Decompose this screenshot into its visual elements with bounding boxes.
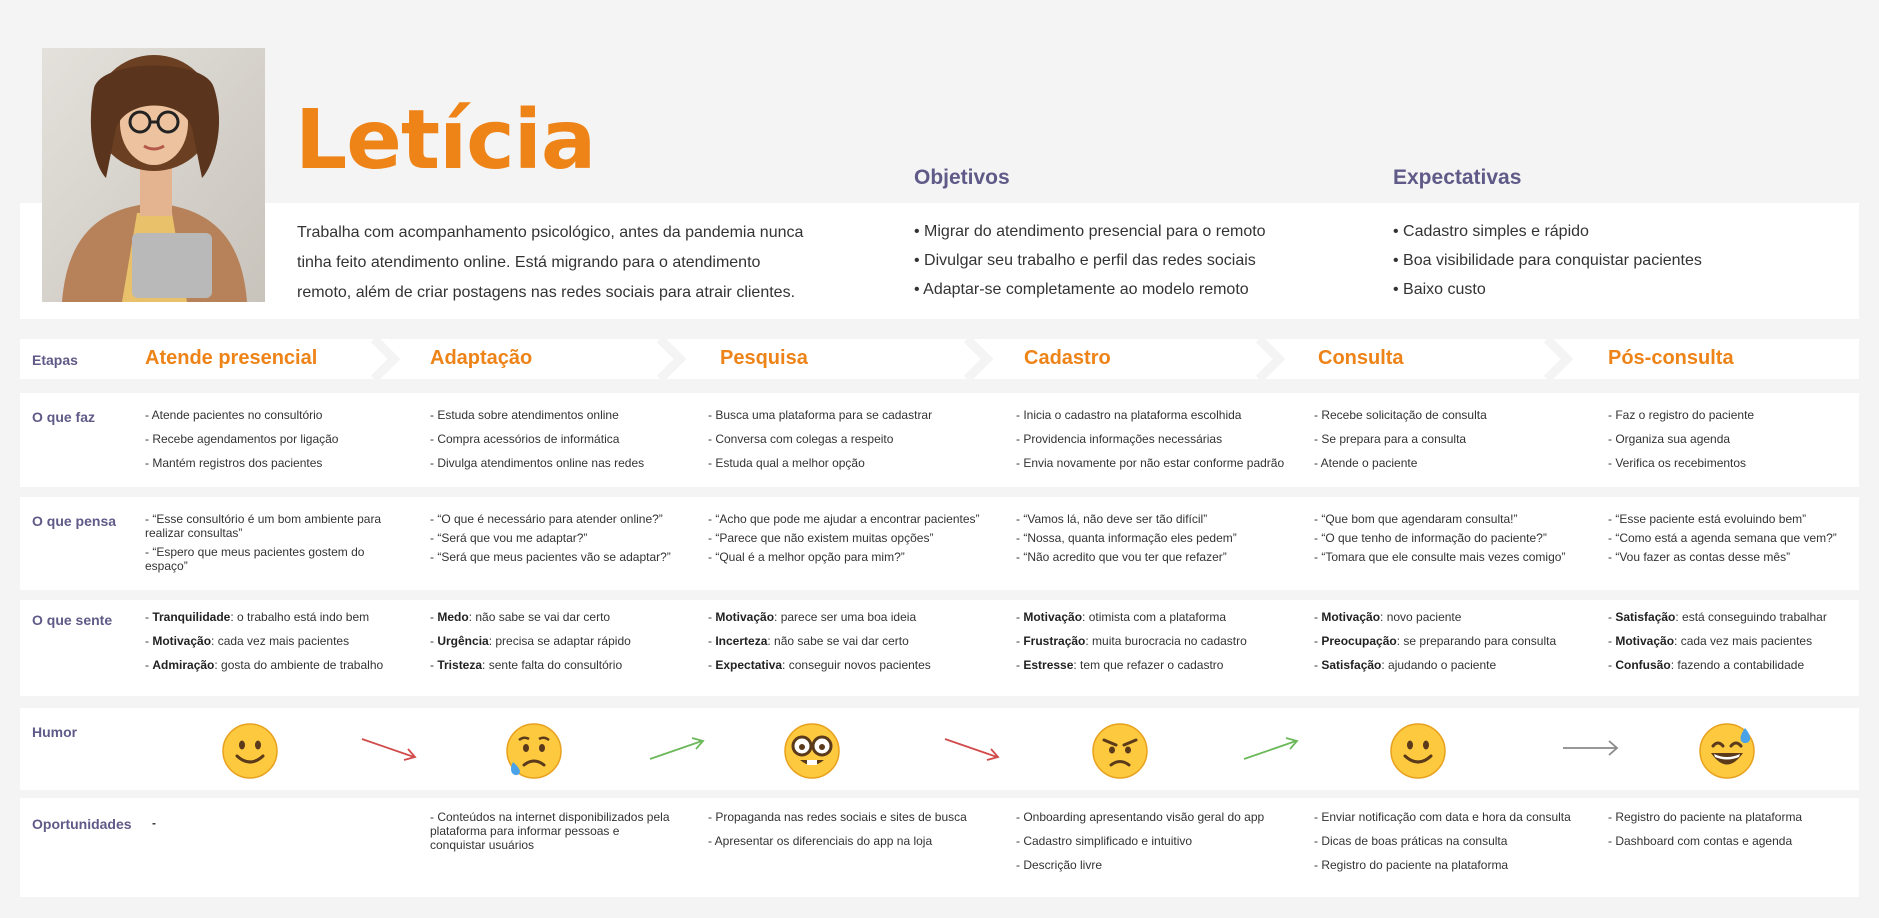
feeling-label: Incerteza xyxy=(715,634,768,648)
list-item: - Motivação: parece ser uma boa ideia xyxy=(708,610,917,624)
feeling-label: Tranquilidade xyxy=(152,610,231,624)
objective-item: • Divulgar seu trabalho e perfil das redes sociais xyxy=(914,252,1256,269)
list-item: - Recebe agendamentos por ligação xyxy=(145,432,339,446)
cell-pensa-5 xyxy=(1608,507,1858,569)
feeling-label: Preocupação xyxy=(1321,634,1397,648)
list-item: - “Esse consultório é um bom ambiente para realizar consultas” xyxy=(145,512,382,540)
feeling-label: Confusão xyxy=(1615,658,1671,672)
cell-pensa-3 xyxy=(1016,507,1316,569)
list-item: - “Vou fazer as contas desse mês” xyxy=(1608,550,1791,564)
feeling-text: : parece ser uma boa ideia xyxy=(774,610,917,624)
smile-face-icon xyxy=(1389,722,1447,780)
list-item: - Medo: não sabe se vai dar certo xyxy=(430,610,611,624)
list-item: - Registro do paciente na plataforma xyxy=(1314,858,1509,872)
cell-pensa-1 xyxy=(430,507,700,569)
list-item: - Urgência: precisa se adaptar rápido xyxy=(430,634,631,648)
feeling-label: Satisfação xyxy=(1615,610,1676,624)
list-item: - Confusão: fazendo a contabilidade xyxy=(1608,658,1805,672)
list-item: - Se prepara para a consulta xyxy=(1314,432,1467,446)
cell-sente-3 xyxy=(1016,605,1316,677)
cell-sente-2 xyxy=(708,605,1008,677)
list-item: - “Que bom que agendaram consulta!” xyxy=(1314,512,1518,526)
expectation-item: • Baixo custo xyxy=(1393,281,1486,298)
feeling-label: Motivação xyxy=(1023,610,1083,624)
objective-item: • Migrar do atendimento presencial para o remoto xyxy=(914,223,1266,240)
cell-faz-5 xyxy=(1608,403,1853,475)
list-item: - “Esse paciente está evoluindo bem” xyxy=(1608,512,1807,526)
list-item: - “Não acredito que vou ter que refazer” xyxy=(1016,550,1227,564)
feeling-text: : conseguir novos pacientes xyxy=(782,658,931,672)
list-item: - Motivação: otimista com a plataforma xyxy=(1016,610,1227,624)
list-item: - Cadastro simplificado e intuitivo xyxy=(1016,834,1193,848)
arrow-down-right-icon xyxy=(943,733,1003,763)
cell-oportunidades-4 xyxy=(1314,805,1604,877)
list-item: - Apresentar os diferenciais do app na loja xyxy=(708,834,933,848)
list-item: - Providencia informações necessárias xyxy=(1016,432,1223,446)
list-item: - “Nossa, quanta informação eles pedem” xyxy=(1016,531,1237,545)
list-item: - Satisfação: ajudando o paciente xyxy=(1314,658,1497,672)
feeling-text: : novo paciente xyxy=(1380,610,1462,624)
feeling-label: Tristeza xyxy=(437,658,483,672)
expectation-item: • Boa visibilidade para conquistar pacientes xyxy=(1393,252,1702,269)
feeling-label: Urgência xyxy=(437,634,489,648)
feeling-label: Motivação xyxy=(152,634,212,648)
cell-oportunidades-2 xyxy=(708,805,1008,853)
feeling-label: Motivação xyxy=(1615,634,1675,648)
list-item: - Registro do paciente na plataforma xyxy=(1608,810,1803,824)
angry-face-icon xyxy=(1091,722,1149,780)
cell-faz-0 xyxy=(145,403,410,475)
list-item: - Tristeza: sente falta do consultório xyxy=(430,658,623,672)
list-item: - Motivação: novo paciente xyxy=(1314,610,1462,624)
list-item: - Mantém registros dos pacientes xyxy=(145,456,323,470)
cell-faz-1 xyxy=(430,403,700,475)
cell-oportunidades-5 xyxy=(1608,805,1858,853)
list-item: - “Parece que não existem muitas opções” xyxy=(708,531,934,545)
row-label-sente: O que sente xyxy=(32,612,113,628)
list-item: - Motivação: cada vez mais pacientes xyxy=(145,634,350,648)
list-item: - Satisfação: está conseguindo trabalhar xyxy=(1608,610,1827,624)
cell-oportunidades-3 xyxy=(1016,805,1316,877)
feeling-text: : muita burocracia no cadastro xyxy=(1085,634,1247,648)
list-item: - Frustração: muita burocracia no cadastro xyxy=(1016,634,1247,648)
cell-oportunidades-0 xyxy=(152,811,212,835)
objective-item: • Adaptar-se completamente ao modelo remoto xyxy=(914,281,1249,298)
persona-bio: Trabalha com acompanhamento psicológico, antes da pandemia nunca tinha feito atendimento online. Está migrando para o atendimento remoto, além de criar postagens nas redes sociais para atrair clientes. xyxy=(297,224,804,301)
list-item: - Enviar notificação com data e hora da consulta xyxy=(1314,810,1571,824)
sad-sweat-face-icon xyxy=(505,722,563,780)
stage-name-consulta: Consulta xyxy=(1318,347,1404,369)
grin-sweat-face-icon xyxy=(1698,722,1756,780)
list-item: - Tranquilidade: o trabalho está indo bem xyxy=(145,610,370,624)
list-item: - Faz o registro do paciente xyxy=(1608,408,1755,422)
cell-faz-4 xyxy=(1314,403,1604,475)
feeling-label: Satisfação xyxy=(1321,658,1382,672)
feeling-text: : cada vez mais pacientes xyxy=(211,634,350,648)
row-label-faz: O que faz xyxy=(32,409,96,425)
list-item: - Dicas de boas práticas na consulta xyxy=(1314,834,1508,848)
feeling-text: : cada vez mais pacientes xyxy=(1674,634,1813,648)
list-item: - “Espero que meus pacientes gostem do espaço” xyxy=(145,545,365,573)
list-item: - Estresse: tem que refazer o cadastro xyxy=(1016,658,1224,672)
expectations-title: Expectativas xyxy=(1393,166,1522,189)
arrow-down-right-icon xyxy=(360,733,420,763)
nerd-face-icon xyxy=(783,722,841,780)
feeling-label: Estresse xyxy=(1023,658,1074,672)
feeling-label: Medo xyxy=(437,610,469,624)
list-item: - Compra acessórios de informática xyxy=(430,432,620,446)
persona-photo xyxy=(42,48,265,302)
cell-pensa-4 xyxy=(1314,507,1604,569)
list-item: - Expectativa: conseguir novos pacientes xyxy=(708,658,931,672)
feeling-text: : se preparando para consulta xyxy=(1396,634,1557,648)
list-item: - Estuda qual a melhor opção xyxy=(708,456,865,470)
feeling-text: : o trabalho está indo bem xyxy=(230,610,370,624)
list-item: - Propaganda nas redes sociais e sites de busca xyxy=(708,810,967,824)
stage-name-cadastro: Cadastro xyxy=(1024,347,1111,369)
feeling-text: : não sabe se vai dar certo xyxy=(767,634,909,648)
feeling-label: Expectativa xyxy=(715,658,783,672)
cell-sente-1 xyxy=(430,605,700,677)
list-item: - Dashboard com contas e agenda xyxy=(1608,834,1793,848)
cell-oportunidades-1 xyxy=(430,805,670,857)
list-item: - Motivação: cada vez mais pacientes xyxy=(1608,634,1813,648)
list-item: - Descrição livre xyxy=(1016,858,1103,872)
cell-sente-4 xyxy=(1314,605,1604,677)
objectives-list xyxy=(914,217,1266,304)
feeling-text: : não sabe se vai dar certo xyxy=(468,610,611,624)
feeling-text: : precisa se adaptar rápido xyxy=(488,634,631,648)
list-item: - “Será que vou me adaptar?” xyxy=(430,531,588,545)
row-label-etapas: Etapas xyxy=(32,352,78,368)
list-item: - Conversa com colegas a respeito xyxy=(708,432,894,446)
list-item: - Divulga atendimentos online nas redes xyxy=(430,456,645,470)
list-item: - Inicia o cadastro na plataforma escolhida xyxy=(1016,408,1242,422)
stage-name-adaptacao: Adaptação xyxy=(430,347,533,369)
expectation-item: • Cadastro simples e rápido xyxy=(1393,223,1589,240)
cell-faz-3 xyxy=(1016,403,1316,475)
objectives-title: Objetivos xyxy=(914,166,1010,189)
feeling-text: : sente falta do consultório xyxy=(482,658,623,672)
list-item: - “Vamos lá, não deve ser tão difícil” xyxy=(1016,512,1208,526)
list-item: - Atende pacientes no consultório xyxy=(145,408,323,422)
list-item: - Atende o paciente xyxy=(1314,456,1418,470)
list-item: - Envia novamente por não estar conforme padrão xyxy=(1016,456,1285,470)
expectations-list xyxy=(1393,217,1702,304)
arrow-up-right-icon xyxy=(1242,733,1302,763)
list-item: - Busca uma plataforma para se cadastrar xyxy=(708,408,933,422)
list-item: - “Acho que pode me ajudar a encontrar pacientes” xyxy=(708,512,980,526)
list-item: - Recebe solicitação de consulta xyxy=(1314,408,1487,422)
cell-sente-0 xyxy=(145,605,410,677)
arrow-up-right-icon xyxy=(648,733,708,763)
list-item: - “Qual é a melhor opção para mim?” xyxy=(708,550,905,564)
feeling-label: Frustração xyxy=(1023,634,1086,648)
list-item: - Onboarding apresentando visão geral do app xyxy=(1016,810,1265,824)
cell-pensa-2 xyxy=(708,507,1008,569)
list-item: - Verifica os recebimentos xyxy=(1608,456,1747,470)
cell-sente-5 xyxy=(1608,605,1858,677)
stage-name-atende-presencial: Atende presencial xyxy=(145,347,318,369)
list-item: - xyxy=(152,816,156,830)
list-item: - “O que é necessário para atender online?” xyxy=(430,512,663,526)
list-item: - Admiração: gosta do ambiente de trabalho xyxy=(145,658,384,672)
list-item: - Organiza sua agenda xyxy=(1608,432,1731,446)
cell-faz-2 xyxy=(708,403,1008,475)
cell-pensa-0 xyxy=(145,507,400,578)
list-item: - Conteúdos na internet disponibilizados pela plataforma para informar pessoas e conquistar usuários xyxy=(430,810,670,852)
row-label-pensa: O que pensa xyxy=(32,513,117,529)
list-item: - “Como está a agenda semana que vem?” xyxy=(1608,531,1837,545)
persona-name: Letícia xyxy=(295,93,596,188)
row-label-oportunidades: Oportunidades xyxy=(32,816,132,832)
list-item: - Preocupação: se preparando para consulta xyxy=(1314,634,1557,648)
list-item: - “Será que meus pacientes vão se adaptar?” xyxy=(430,550,671,564)
arrow-right-icon xyxy=(1561,733,1621,763)
feeling-label: Motivação xyxy=(715,610,775,624)
list-item: - Estuda sobre atendimentos online xyxy=(430,408,619,422)
feeling-text: : ajudando o paciente xyxy=(1381,658,1497,672)
list-item: - “Tomara que ele consulte mais vezes comigo” xyxy=(1314,550,1566,564)
row-label-humor: Humor xyxy=(32,724,78,740)
list-item: - “O que tenho de informação do paciente?” xyxy=(1314,531,1547,545)
stage-name-pesquisa: Pesquisa xyxy=(720,347,808,369)
feeling-text: : otimista com a plataforma xyxy=(1082,610,1227,624)
smile-face-icon xyxy=(221,722,279,780)
feeling-text: : está conseguindo trabalhar xyxy=(1675,610,1827,624)
feeling-label: Admiração xyxy=(152,658,215,672)
feeling-text: : fazendo a contabilidade xyxy=(1670,658,1805,672)
feeling-label: Motivação xyxy=(1321,610,1381,624)
feeling-text: : tem que refazer o cadastro xyxy=(1073,658,1224,672)
stage-name-pos-consulta: Pós-consulta xyxy=(1608,347,1734,369)
feeling-text: : gosta do ambiente de trabalho xyxy=(214,658,384,672)
list-item: - Incerteza: não sabe se vai dar certo xyxy=(708,634,909,648)
